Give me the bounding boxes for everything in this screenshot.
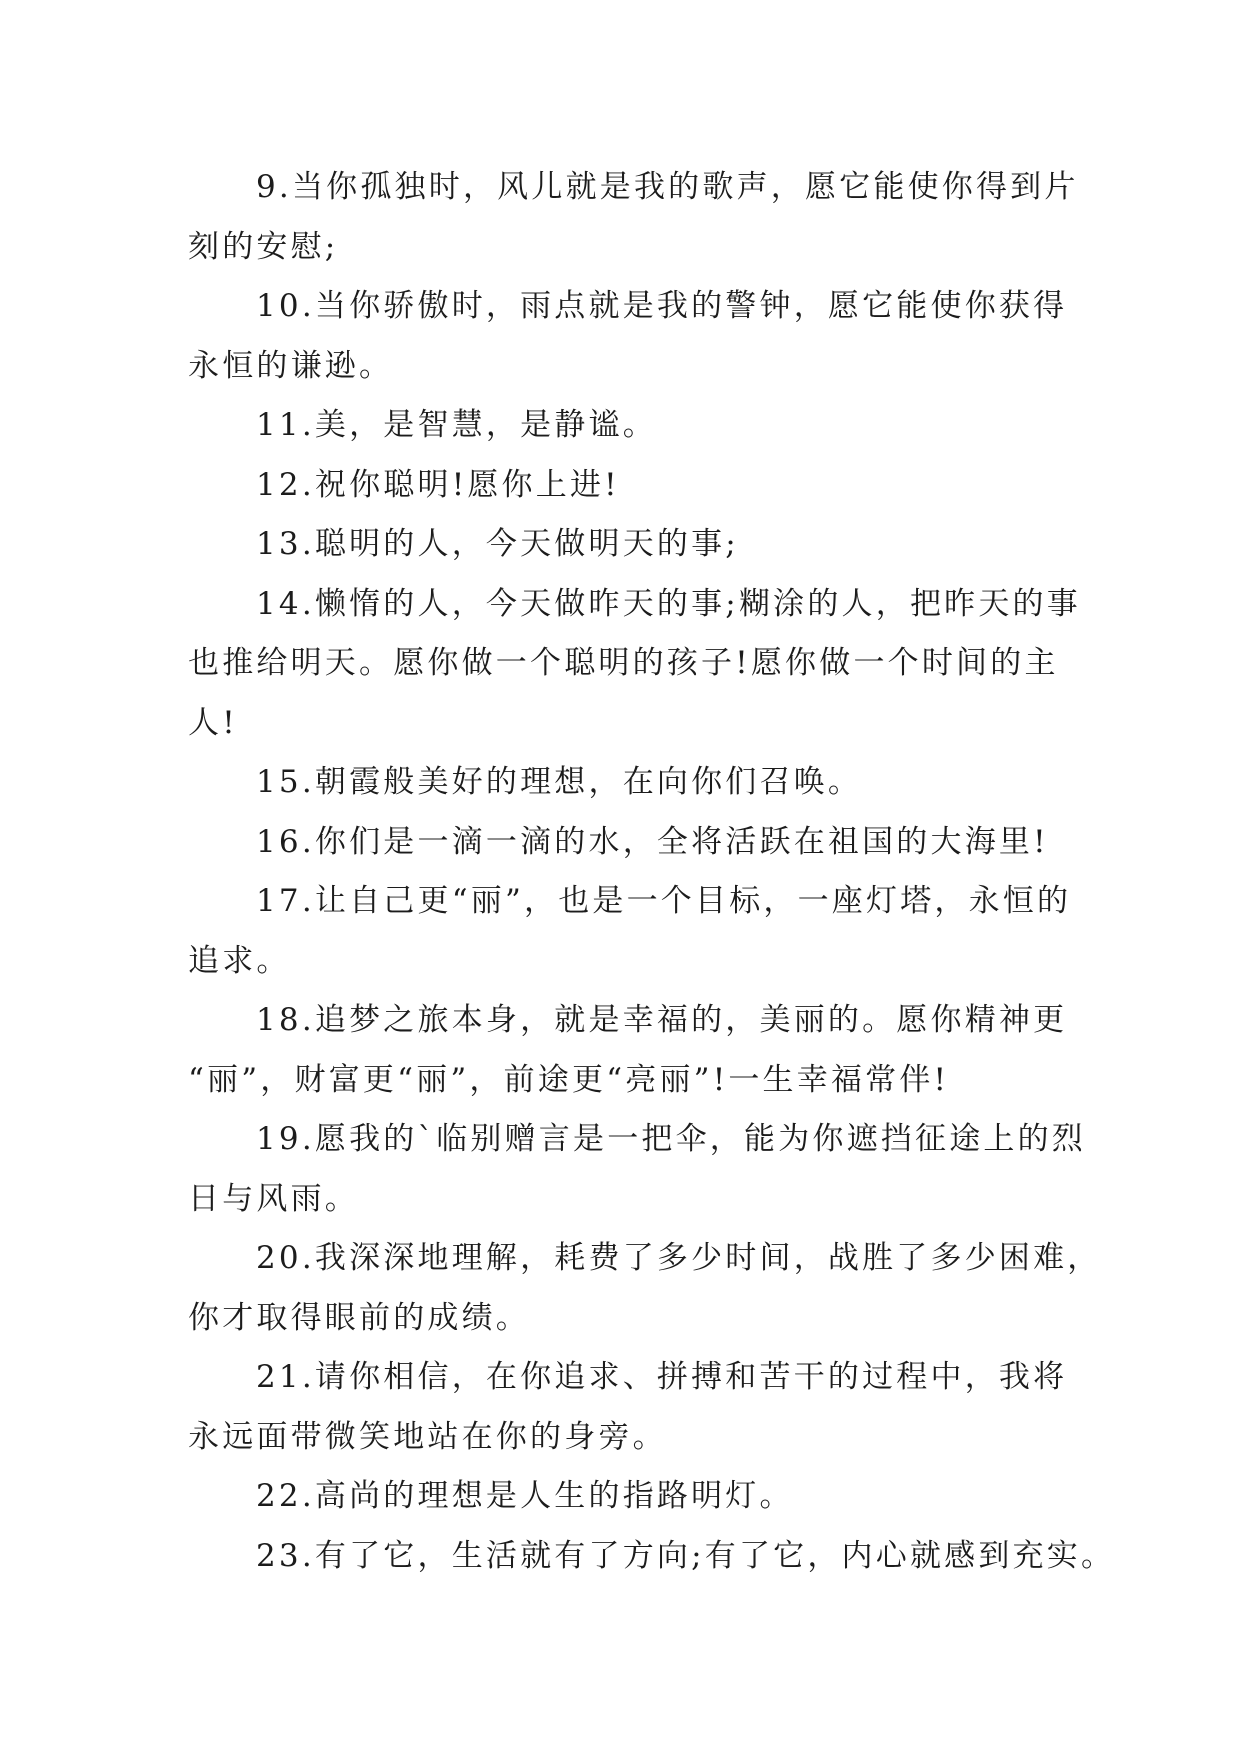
paragraph-continuation-line: 也推给明天。愿你做一个聪明的孩子!愿你做一个时间的主 [188,645,1059,681]
paragraph-item-9 [188,158,1079,277]
paragraph-first-line: 11.美，是智慧，是静谧。 [256,407,657,443]
paragraph-first-line: 17.让自己更“丽”，也是一个目标，一座灯塔，永恒的 [256,883,1072,919]
paragraph-item-14 [188,575,1081,754]
paragraph-item-21 [188,1348,1068,1467]
paragraph-first-line: 12.祝你聪明!愿你上进! [256,466,620,503]
paragraph-item-10 [188,277,1068,396]
document-body [188,158,1116,1586]
paragraph-item-19 [188,1110,1086,1229]
paragraph-continuation-line: “丽”，财富更“丽”，前途更“亮丽”!一生幸福常伴! [188,1061,950,1098]
paragraph-item-11 [188,396,1068,456]
paragraph-continuation-line: 日与风雨。 [188,1180,359,1217]
paragraph-continuation-line: 永恒的谦逊。 [188,347,394,384]
paragraph-item-13 [188,515,1068,575]
paragraph-first-line: 9.当你孤独时，风儿就是我的歌声，愿它能使你得到片 [256,169,1079,205]
paragraph-first-line: 21.请你相信，在你追求、拼搏和苦干的过程中，我将 [256,1359,1068,1395]
paragraph-item-12 [188,456,1068,516]
paragraph-first-line: 14.懒惰的人，今天做昨天的事;糊涂的人，把昨天的事 [256,585,1081,622]
paragraph-item-16 [188,813,1068,873]
paragraph-item-17 [188,872,1072,991]
paragraph-continuation-line: 永远面带微笑地站在你的身旁。 [188,1418,667,1455]
paragraph-first-line: 15.朝霞般美好的理想，在向你们召唤。 [256,764,863,800]
paragraph-continuation-line: 刻的安慰; [188,228,339,265]
paragraph-first-line: 20.我深深地理解，耗费了多少时间，战胜了多少困难， [256,1240,1102,1276]
paragraph-first-line: 10.当你骄傲时，雨点就是我的警钟，愿它能使你获得 [256,288,1068,324]
paragraph-item-15 [188,753,1068,813]
paragraph-first-line: 19.愿我的`临别赠言是一把伞，能为你遮挡征途上的烈 [256,1121,1086,1157]
paragraph-first-line: 23.有了它，生活就有了方向;有了它，内心就感到充实。 [256,1537,1116,1574]
paragraph-item-23 [188,1527,1116,1587]
paragraph-continuation-line: 追求。 [188,942,291,979]
paragraph-first-line: 22.高尚的理想是人生的指路明灯。 [256,1478,794,1514]
paragraph-item-18 [188,991,1068,1110]
paragraph-item-20 [188,1229,1102,1348]
paragraph-first-line: 13.聪明的人，今天做明天的事; [256,526,739,562]
paragraph-first-line: 16.你们是一滴一滴的水，全将活跃在祖国的大海里! [256,823,1049,860]
paragraph-continuation-line: 人! [188,704,238,741]
paragraph-first-line: 18.追梦之旅本身，就是幸福的，美丽的。愿你精神更 [256,1002,1068,1038]
paragraph-item-22 [188,1467,1068,1527]
paragraph-continuation-line: 你才取得眼前的成绩。 [188,1299,530,1336]
